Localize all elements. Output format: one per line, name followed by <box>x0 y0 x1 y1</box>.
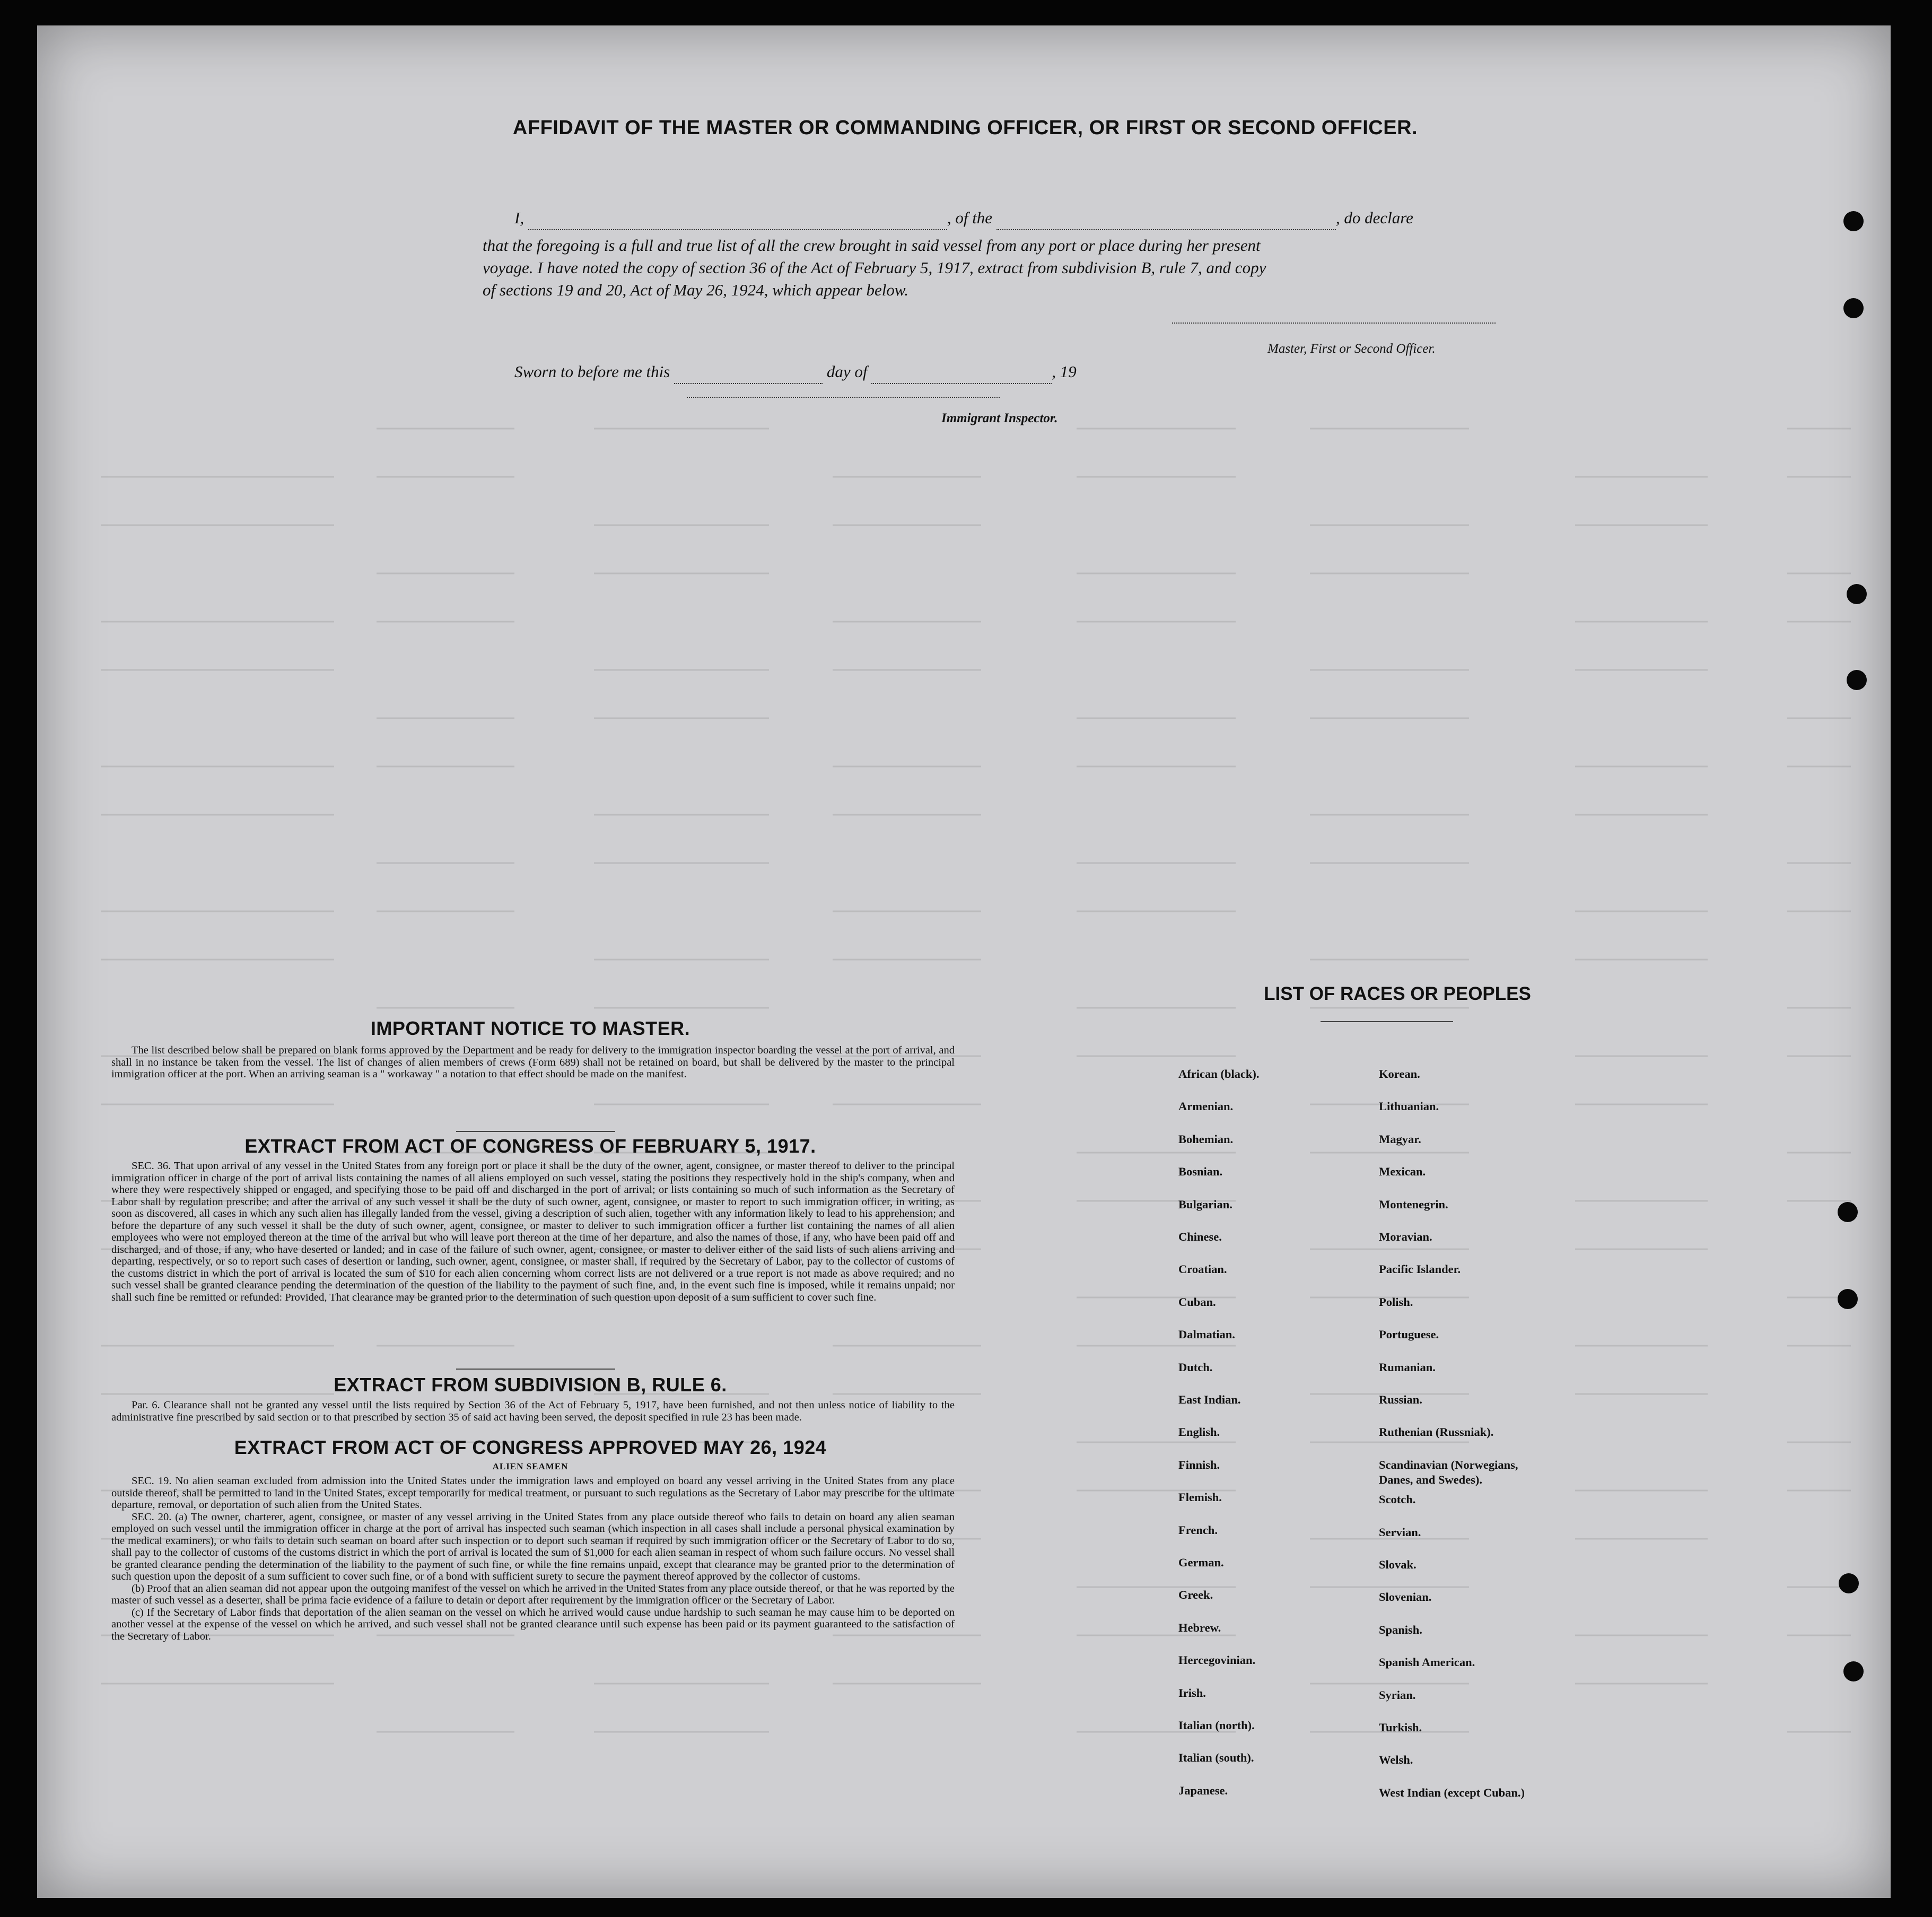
race-item: Chinese. <box>1178 1230 1222 1243</box>
race-item: Cuban. <box>1178 1295 1216 1309</box>
document-page <box>37 25 1891 1898</box>
race-item: Croatian. <box>1178 1262 1227 1276</box>
race-item: Polish. <box>1379 1295 1413 1309</box>
race-item: Spanish. <box>1379 1623 1422 1636</box>
race-item: Greek. <box>1178 1588 1213 1602</box>
affidavit-line2: that the foregoing is a full and true list of all the crew brought in said vessel from any port or place during her present <box>483 236 1261 255</box>
extract-1917-body <box>111 1160 955 1303</box>
race-item: Korean. <box>1379 1067 1420 1081</box>
race-item: Spanish American. <box>1379 1655 1475 1669</box>
race-item: English. <box>1178 1425 1220 1439</box>
race-item: Montenegrin. <box>1379 1197 1448 1211</box>
race-item: Bulgarian. <box>1178 1197 1232 1211</box>
extract-1924-subtitle: ALIEN SEAMEN <box>492 1461 569 1471</box>
notice-text: The list described below shall be prepared on blank forms approved by the Department and be ready for delivery to the immigration inspector boarding the vessel at the port of arrival, and shall in no instance be taken from the vessel. The list of changes of alien members of crews (Form 689) shall not be retained on board, but shall be delivered by the master to the principal immigration officer at the port. When an arriving seaman is a " workaway " a notation to that effect should be made on the manifest. <box>111 1044 955 1080</box>
subdivision-title: EXTRACT FROM SUBDIVISION B, RULE 6. <box>334 1374 727 1396</box>
punch-hole <box>1847 584 1867 604</box>
master-signature-label: Master, First or Second Officer. <box>1267 342 1436 356</box>
punch-hole <box>1838 1202 1858 1222</box>
race-item: Slovenian. <box>1379 1590 1432 1604</box>
race-item: Slovak. <box>1379 1558 1417 1571</box>
sec20a-text: SEC. 20. (a) The owner, charterer, agent, consignee, or master of any vessel arriving in the United States from any place outside thereof who fails to detain on board any alien seaman employed on such vessel until the immigration officer in charge at the port of arrival has inspected such seaman (which inspection in all cases shall include a personal physical examination by the medical examiners), or who fails to detain such seaman on board after such inspection or to deport such seaman if required by such immigration officer or the Secretary of Labor to do so, shall pay to the collector of customs of the customs district in which the port of arrival is located the sum of $1,000 for each alien seaman in respect of whom such failure occurs. No vessel shall be granted clearance pending the determination of the liability to the payment of such fine, or while the fine remains unpaid, except that clearance may be granted prior to the determination of such question upon the deposit of a sum sufficient to cover such fine, or of a bond with sufficient surety to secure the payment thereof approved by the collector of customs. <box>111 1511 955 1582</box>
race-item: Finnish. <box>1178 1458 1220 1471</box>
sworn-line <box>514 361 1204 384</box>
declarant-prefix: I, <box>514 208 524 227</box>
sec20b-text: (b) Proof that an alien seaman did not appear upon the outgoing manifest of the vessel on which he arrived in the United States from any place outside thereof, or that he was reported by the master of such vessel as a deserter, shall be prima facie evidence of a failure to detain or deport after requirement by the immigration officer or the Secretary of Labor. <box>111 1582 955 1606</box>
extract-1917-title: EXTRACT FROM ACT OF CONGRESS OF FEBRUARY 5, 1917. <box>244 1135 816 1157</box>
race-item: African (black). <box>1178 1067 1260 1081</box>
sec20c-text: (c) If the Secretary of Labor finds that deportation of the alien seaman on the vessel on which he arrived would cause undue hardship to such seaman he may cause him to be deported on another vessel at the expense of the vessel on which he arrived, and such vessel shall not be granted clearance until such expense has been paid or its payment guaranteed to the satisfaction of the Secretary of Labor. <box>111 1606 955 1642</box>
master-signature-field[interactable] <box>1172 323 1496 324</box>
race-item: Welsh. <box>1379 1753 1413 1767</box>
section-divider <box>456 1369 615 1370</box>
sworn-middle: day of <box>826 362 868 381</box>
section-divider <box>456 1131 615 1132</box>
race-item: Bosnian. <box>1178 1165 1223 1179</box>
sworn-prefix: Sworn to before me this <box>514 362 670 381</box>
extract-1917-text: SEC. 36. That upon arrival of any vessel in the United States from any foreign port or place it shall be the duty of the owner, agent, consignee, or master thereof to deliver to the principal immigration officer in charge of the port of arrival lists containing the names of all aliens employed on such vessel, stating the positions they respectively hold in the ship's company, when and where they were respectively shipped or engaged, and specifying those to be paid off and discharged in the port of arrival; or lists containing so much of such information as the Secretary of Labor shall by regulation prescribe; and after the arrival of any such vessel it shall be the duty of such owner, agent, consignee, or master to report to such immigration officer, in writing, as soon as discovered, all cases in which any such alien has illegally landed from the vessel, giving a description of such alien, together with any information likely to lead to his apprehension; and before the departure of any such vessel it shall be the duty of such owner, agent, consignee, or master to deliver to such immigration officer a further list containing the names of all alien employees who were not employed thereon at the time of the arrival but who will leave port thereon at the time of her departure, and also the names of those, if any, who have been paid off and discharged, and of those, if any, who have deserted or landed; and in case of the failure of such owner, agent, consignee, or master to deliver either of the said lists of such aliens arriving and departing, respectively, or so to report such cases of desertion or landing, such owner, agent, consignee, or master shall, if required by the Secretary of Labor, pay to the collector of customs of the customs district in which the port of arrival is located the sum of $10 for each alien concerning whom correct lists are not delivered or a true report is not made as above required; and no such vessel shall be granted clearance pending the determination of the question of the liability to the payment of such fine, and, in the event such fine is imposed, while it remains unpaid; nor shall such fine be remitted or refunded: Provided, That clearance may be granted prior to the determination of such question upon deposit of a sum sufficient to cover such fine. <box>111 1160 955 1303</box>
affidavit-line1 <box>514 207 1543 230</box>
race-item: Italian (south). <box>1178 1751 1254 1765</box>
race-item: Bohemian. <box>1178 1132 1234 1146</box>
race-item: Turkish. <box>1379 1721 1422 1734</box>
race-item: Magyar. <box>1379 1132 1421 1146</box>
vessel-name-field[interactable] <box>996 207 1336 230</box>
race-item: Italian (north). <box>1178 1719 1255 1732</box>
race-item: French. <box>1178 1523 1218 1537</box>
punch-hole <box>1843 211 1864 231</box>
race-item: Dalmatian. <box>1178 1328 1235 1341</box>
race-item: Ruthenian (Russniak). <box>1379 1425 1494 1439</box>
punch-hole <box>1843 298 1864 318</box>
race-item: Dutch. <box>1178 1360 1213 1374</box>
affidavit-line3: voyage. I have noted the copy of section 36 of the Act of February 5, 1917, extract from subdivision B, rule 7, and copy <box>483 258 1266 277</box>
inspector-label: Immigrant Inspector. <box>941 411 1058 425</box>
affidavit-line4: of sections 19 and 20, Act of May 26, 1924, which appear below. <box>483 281 909 299</box>
race-item: Pacific Islander. <box>1379 1262 1461 1276</box>
race-item: Servian. <box>1379 1525 1421 1539</box>
race-item: Rumanian. <box>1379 1360 1436 1374</box>
declarant-middle: , of the <box>947 208 993 227</box>
inspector-signature-field[interactable] <box>687 397 1000 398</box>
subdivision-body <box>111 1399 955 1423</box>
sworn-suffix: , 19 <box>1052 362 1077 381</box>
punch-hole <box>1847 670 1867 690</box>
race-item: Russian. <box>1379 1393 1422 1406</box>
punch-hole <box>1838 1289 1858 1309</box>
race-item: Portuguese. <box>1379 1328 1439 1341</box>
extract-1924-body <box>111 1475 955 1642</box>
race-item: Japanese. <box>1178 1783 1228 1797</box>
race-item: Mexican. <box>1379 1165 1426 1179</box>
affidavit-title: AFFIDAVIT OF THE MASTER OR COMMANDING OFFICER, OR FIRST OR SECOND OFFICER. <box>512 117 1418 139</box>
notice-body <box>111 1044 955 1081</box>
race-item: Scandinavian (Norwegians, Danes, and Swedes). <box>1379 1458 1518 1486</box>
subdivision-text: Par. 6. Clearance shall not be granted any vessel until the lists required by Section 36 of the Act of February 5, 1917, have been furnished, and not then unless notice of liability to the administrative fine prescribed by said section or to that prescribed by section 35 of said act having been served, the deposit specified in rule 23 has been made. <box>111 1399 955 1423</box>
race-item: Syrian. <box>1379 1688 1416 1702</box>
sworn-month-field[interactable] <box>871 361 1052 384</box>
declarant-name-field[interactable] <box>528 207 947 230</box>
race-item: Flemish. <box>1178 1491 1222 1504</box>
race-item: Lithuanian. <box>1379 1100 1439 1113</box>
declarant-suffix: , do declare <box>1335 208 1413 227</box>
sworn-day-field[interactable] <box>674 361 823 384</box>
race-item: West Indian (except Cuban.) <box>1379 1785 1525 1799</box>
punch-hole <box>1843 1661 1864 1681</box>
races-underline <box>1321 1021 1453 1022</box>
race-item: Scotch. <box>1379 1493 1416 1506</box>
race-item: Moravian. <box>1379 1230 1432 1243</box>
race-item: Hercegovinian. <box>1178 1653 1256 1667</box>
notice-title: IMPORTANT NOTICE TO MASTER. <box>370 1017 690 1039</box>
race-item: Hebrew. <box>1178 1620 1221 1634</box>
race-item: German. <box>1178 1556 1224 1569</box>
race-item: Armenian. <box>1178 1100 1234 1113</box>
race-item: East Indian. <box>1178 1393 1241 1406</box>
punch-hole <box>1839 1573 1859 1593</box>
races-title: LIST OF RACES OR PEOPLES <box>1264 983 1531 1004</box>
extract-1924-title: EXTRACT FROM ACT OF CONGRESS APPROVED MAY 26, 1924 <box>234 1436 827 1458</box>
sec19-text: SEC. 19. No alien seaman excluded from admission into the United States under the immigration laws and employed on board any vessel arriving in the United States from any place outside thereof, shall be permitted to land in the United States, except temporarily for medical treatment, or pursuant to such regulations as the Secretary of Labor may prescribe for the ultimate departure, removal, or deportation of such alien from the United States. <box>111 1475 955 1511</box>
race-item: Irish. <box>1178 1686 1206 1700</box>
